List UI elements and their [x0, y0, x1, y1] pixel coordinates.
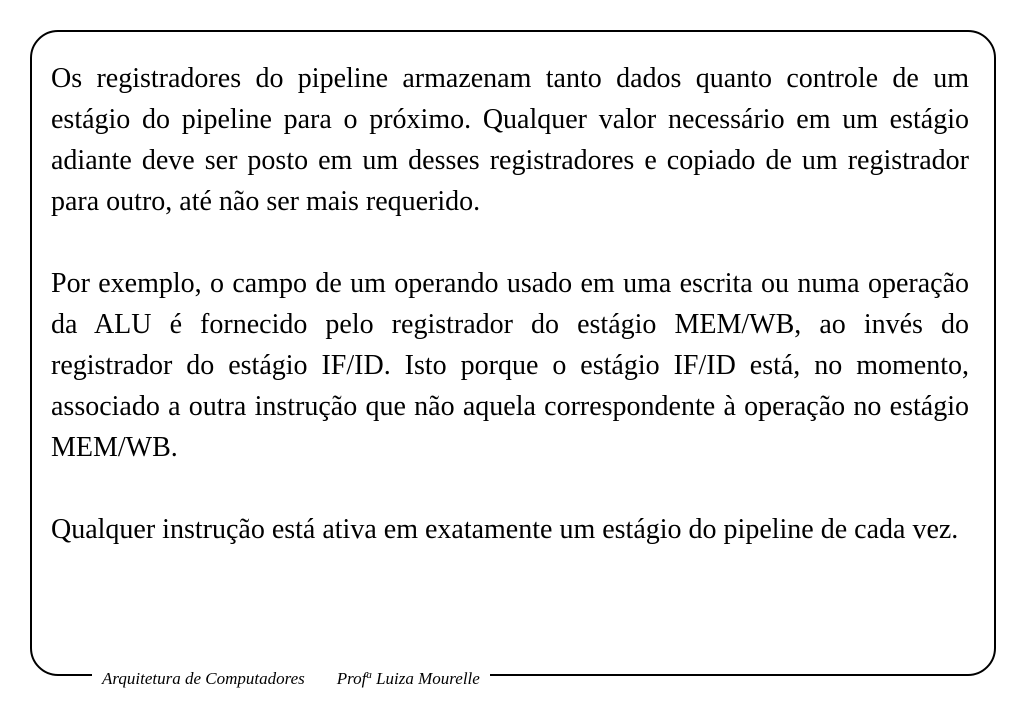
slide-content — [51, 58, 969, 550]
paragraph-pipeline-registers: Os registradores do pipeline armazenam tanto dados quanto controle de um estágio do pipeline para o próximo. Qualquer valor necessário em um estágio adiante deve ser posto em um desses registradores e copiado de um registrador para outro, até não ser mais requerido. — [51, 63, 969, 217]
footer-author: Luiza Mourelle — [376, 669, 480, 688]
footer-title-prefix: Prof — [336, 669, 367, 688]
paragraph-active-stage: Qualquer instrução está ativa em exatamente um estágio do pipeline de cada vez. — [51, 514, 959, 545]
paragraph-example: Por exemplo, o campo de um operando usado em uma escrita ou numa operação da ALU é fornecido pelo registrador do estágio MEM/WB, ao invés do registrador do estágio IF/ID. Isto porque o estágio IF/ID está, no momento, associado a outra instrução que não aquela correspondente à operação no estágio MEM/WB. — [51, 268, 969, 463]
slide-footer — [92, 664, 490, 686]
footer-course: Arquitetura de Computadores — [102, 669, 305, 688]
footer-title-superscript: a — [366, 669, 372, 681]
